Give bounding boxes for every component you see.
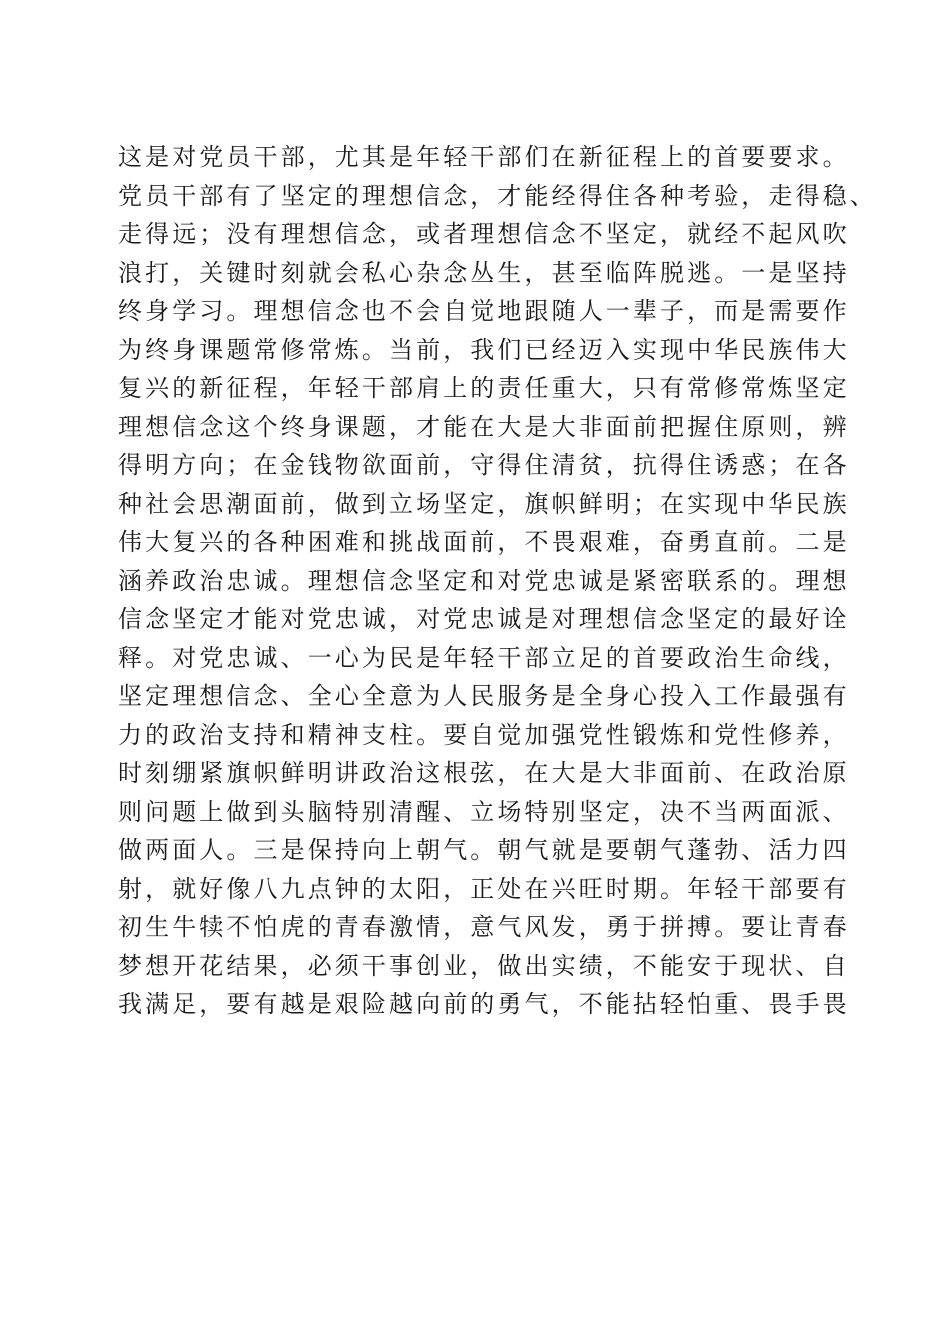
text-line: 种社会思潮面前，做到立场坚定，旗帜鲜明；在实现中华民族 — [118, 489, 850, 518]
text-line: 信念坚定才能对党忠诚，对党忠诚是对理想信念坚定的最好诠 — [118, 605, 850, 633]
text-line: 力的政治支持和精神支柱。要自觉加强党性锻炼和党性修养， — [118, 720, 850, 749]
text-line: 理想信念这个终身课题，才能在大是大非面前把握住原则，辨 — [118, 412, 850, 441]
text-line: 时刻绷紧旗帜鲜明讲政治这根弦，在大是大非面前、在政治原 — [118, 759, 850, 787]
text-line: 终身学习。理想信念也不会自觉地跟随人一辈子，而是需要作 — [118, 297, 850, 325]
text-line: 得明方向；在金钱物欲面前，守得住清贫，抗得住诱惑；在各 — [118, 451, 850, 479]
text-line: 做两面人。三是保持向上朝气。朝气就是要朝气蓬勃、活力四 — [118, 836, 850, 864]
text-line: 涵养政治忠诚。理想信念坚定和对党忠诚是紧密联系的。理想 — [118, 566, 850, 595]
text-line: 我满足，要有越是艰险越向前的勇气，不能拈轻怕重、畏手畏 — [118, 990, 850, 1018]
text-line: 走得远；没有理想信念，或者理想信念不坚定，就经不起风吹 — [118, 220, 850, 248]
text-line: 浪打，关键时刻就会私心杂念丛生，甚至临阵脱逃。一是坚持 — [118, 258, 850, 287]
text-line: 坚定理想信念、全心全意为人民服务是全身心投入工作最强有 — [118, 682, 850, 710]
text-line: 复兴的新征程，年轻干部肩上的责任重大，只有常修常炼坚定 — [118, 374, 850, 402]
text-line: 释。对党忠诚、一心为民是年轻干部立足的首要政治生命线， — [118, 643, 850, 672]
text-line: 这是对党员干部，尤其是年轻干部们在新征程上的首要要求。 — [118, 143, 850, 171]
text-line: 伟大复兴的各种困难和挑战面前，不畏艰难，奋勇直前。二是 — [118, 528, 850, 556]
body-text — [118, 138, 877, 1024]
text-line: 射，就好像八九点钟的太阳，正处在兴旺时期。年轻干部要有 — [118, 874, 850, 903]
text-line: 则问题上做到头脑特别清醒、立场特别坚定，决不当两面派、 — [118, 797, 850, 826]
text-line: 初生牛犊不怕虎的青春激情，意气风发，勇于拼搏。要让青春 — [118, 913, 850, 941]
text-line: 为终身课题常修常炼。当前，我们已经迈入实现中华民族伟大 — [118, 335, 850, 364]
text-line: 党员干部有了坚定的理想信念，才能经得住各种考验，走得稳、 — [118, 181, 877, 210]
text-line: 梦想开花结果，必须干事创业，做出实绩，不能安于现状、自 — [118, 951, 850, 980]
